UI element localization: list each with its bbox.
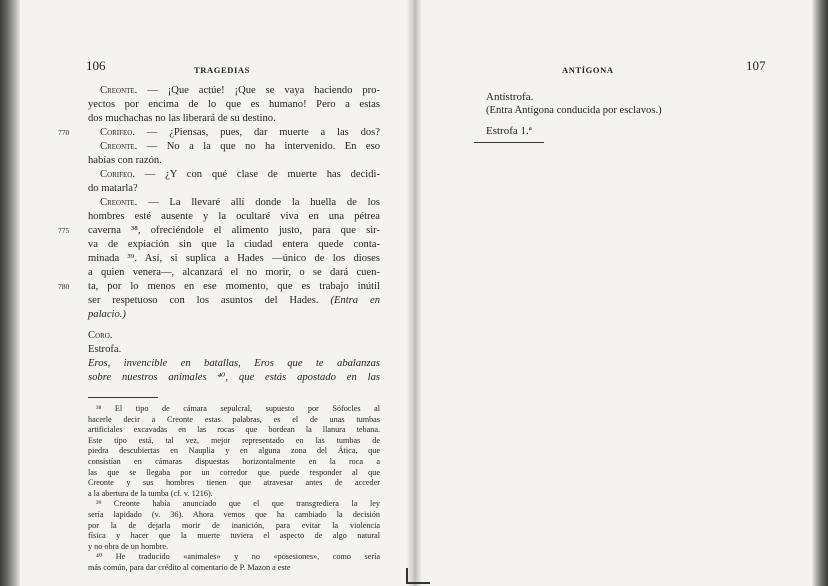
footnote-rule (474, 142, 544, 143)
line-text: dos muchachas no las liberará de su destino. (88, 113, 276, 124)
line-text: Eros, invencible en batallas, Eros que te abalanzas (88, 358, 380, 369)
speaker-name: Creonte. (100, 197, 138, 208)
dialogue-line (88, 238, 380, 252)
line-text: habías con razón. (88, 155, 162, 166)
speaker-name: Corifeo. (100, 127, 135, 138)
right-page (474, 60, 772, 149)
book-spine (406, 0, 422, 586)
dialogue-line (88, 168, 380, 182)
footnote (88, 552, 380, 573)
left-page-number: 106 (86, 58, 106, 73)
left-page (58, 58, 380, 574)
dialogue-line (88, 196, 380, 210)
line-text: minada ³⁹. Así, si suplica a Hades —único de los dioses (88, 253, 380, 264)
footnote-line: hacerle decir a Creonte estas palabras, es el de unas tumbas (88, 414, 380, 424)
dialogue-line (88, 308, 380, 322)
footnote-line: más común, para dar crédito al comentario de P. Mazon a este (88, 562, 291, 572)
left-scan-edge (0, 0, 20, 586)
footnote-line: física y hacer que la muerte tuviera el aspecto de algo natural (88, 531, 380, 541)
footnote-line: a la abertura de la tumba (cf. v. 1216). (88, 488, 213, 498)
strophe-1-label: Estrofa 1.ª (486, 125, 532, 137)
dialogue-line (58, 224, 380, 238)
dialogue-line (88, 84, 380, 98)
line-number: 770 (58, 128, 70, 137)
footnote-line: piedra descubiertas en Nauplia y en alguna zona del Ática, que (88, 446, 380, 456)
left-page-header (88, 60, 380, 84)
verse-line (88, 371, 380, 385)
verse-line (88, 357, 380, 371)
dialogue-line (88, 294, 380, 308)
footnote (88, 404, 380, 499)
chorus-label: Coro. (88, 330, 113, 341)
dialogue-line (88, 154, 380, 168)
left-verse (88, 357, 380, 385)
left-footnotes (88, 404, 380, 574)
line-text: caverna ³⁸, ofreciéndole el alimento justo, para que sir- (88, 225, 380, 236)
line-text: sobre nuestros animales ⁴⁰, que estás apostado en las (88, 372, 380, 383)
footnote-line: por la de dejarla morir de inanición, para evitar la violencia (88, 520, 380, 530)
speaker-name: Creonte. (100, 141, 138, 152)
dialogue-line (88, 182, 380, 196)
line-number: 780 (58, 282, 70, 291)
speaker-name: Corifeo. (100, 169, 135, 180)
line-text: do matarla? (88, 183, 138, 194)
line-text: va de expiación sin que la ciudad entera quede conta- (88, 239, 380, 250)
spine-corner-mark (406, 568, 430, 584)
line-text: — No a la que no ha intervenido. En eso (137, 141, 380, 152)
line-text: ser respetuoso con los asuntos del Hades. (88, 295, 331, 306)
footnote-line: artificiales excavadas en las rocas que bordean la llanura tebana. (88, 425, 380, 435)
line-text: — La llevaré allí donde la huella de los (137, 197, 380, 208)
dialogue-line (88, 98, 380, 112)
right-page-number: 107 (746, 58, 766, 73)
right-scan-edge (812, 0, 828, 586)
dialogue-line (88, 112, 380, 126)
line-text: — ¡Que actúe! ¡Que se vaya haciendo pro- (137, 85, 380, 96)
line-text: palacio.) (88, 309, 126, 320)
stage-direction: (Entra Antígona conducida por esclavos.) (486, 105, 662, 116)
footnote-line: Creonte y sus hombres tienen que atravesar antes de acceder (88, 478, 380, 488)
dialogue-line (88, 210, 380, 224)
stage-direction: (Entra en (330, 295, 380, 306)
footnote-line: Este tipo está, tal vez, mejor representado en las tumbas de (88, 435, 380, 445)
line-text: hombres esté ausente y la ocultaré viva en una pétrea (88, 211, 380, 222)
footnote-line: ³⁹ Creonte había anunciado que el que transgrediera la ley (96, 499, 380, 509)
dialogue-line (88, 140, 380, 154)
dialogue-line (58, 126, 380, 140)
strophe-label: Estrofa. (88, 344, 122, 355)
dialogue-line (88, 252, 380, 266)
line-text: a quien venera—, alcanzará el no morir, o se dará cuen- (88, 267, 380, 278)
footnote-line: las que se llegaba por un corredor que puede responder al que (88, 467, 380, 477)
footnote-line: ⁴⁰ He traducido «animales» y no «posesiones», como sería (96, 552, 380, 562)
footnote-rule (88, 397, 158, 398)
antistrophe-label: Antístrofa. (486, 91, 534, 103)
right-page-header (474, 60, 772, 84)
speaker-name: Creonte. (100, 85, 138, 96)
footnote-line: y no obra de un hombre. (88, 541, 169, 551)
left-dialogue (58, 84, 380, 322)
line-number: 775 (58, 226, 70, 235)
footnote-line: consistían en cámaras dispuestas horizontalmente en la roca a (88, 456, 380, 466)
dialogue-line (58, 280, 380, 294)
line-text: ta, por lo menos en ese momento, que es trabajo inútil (88, 281, 380, 292)
line-text: yectos por encima de lo que es humano! Pero a estas (88, 99, 380, 110)
right-running-title: ANTÍGONA (562, 65, 614, 75)
left-running-title: TRAGEDIAS (194, 65, 250, 75)
footnote-line: sería lapidado (v. 36). Ahora vemos que ha cambiado la decisión (88, 509, 380, 519)
dialogue-line (88, 266, 380, 280)
line-text: — ¿Piensas, pues, dar muerte a las dos? (135, 127, 380, 138)
footnote-line: ³⁸ El tipo de cámara sepulcral, supuesto por Sófocles al (96, 404, 380, 413)
line-text: — ¿Y con qué clase de muerte has decidi- (135, 169, 380, 180)
footnote (88, 499, 380, 552)
